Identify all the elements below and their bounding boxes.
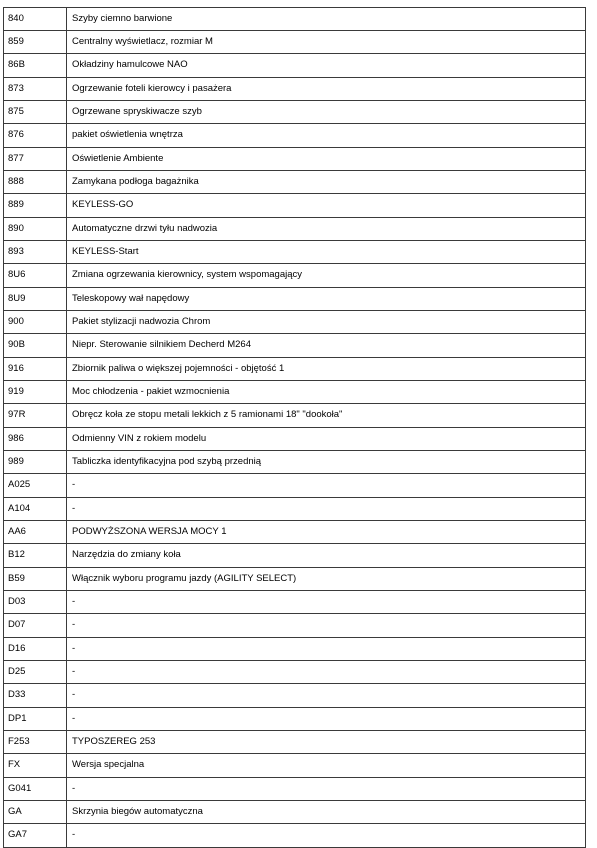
table-row <box>4 474 586 498</box>
table-row <box>4 264 586 288</box>
table-row <box>4 8 586 31</box>
table-row <box>4 148 586 171</box>
option-description-cell: pakiet oświetlenia wnętrza <box>67 124 586 147</box>
table-row <box>4 684 586 708</box>
option-code-cell: 877 <box>4 148 67 170</box>
table-row <box>4 31 586 54</box>
table-row <box>4 824 586 848</box>
table-body <box>4 8 586 848</box>
table-row <box>4 708 586 731</box>
option-code-cell: F253 <box>4 731 67 753</box>
table-row <box>4 241 586 264</box>
option-description-cell: - <box>67 638 586 660</box>
option-description-cell: Teleskopowy wał napędowy <box>67 288 586 310</box>
option-description-cell: Centralny wyświetlacz, rozmiar M <box>67 31 586 53</box>
table-row <box>4 171 586 194</box>
option-code-cell: 919 <box>4 381 67 403</box>
option-description-cell: Ogrzewane spryskiwacze szyb <box>67 101 586 123</box>
option-code-cell: 888 <box>4 171 67 193</box>
table-row <box>4 614 586 638</box>
option-code-cell: D16 <box>4 638 67 660</box>
option-code-cell: 859 <box>4 31 67 53</box>
option-description-cell: Zbiornik paliwa o większej pojemności - objętość 1 <box>67 358 586 380</box>
option-code-cell: 876 <box>4 124 67 147</box>
table-row <box>4 428 586 451</box>
option-code-cell: 893 <box>4 241 67 263</box>
option-code-cell: A025 <box>4 474 67 497</box>
option-description-cell: Pakiet stylizacji nadwozia Chrom <box>67 311 586 333</box>
option-description-cell: Szyby ciemno barwione <box>67 8 586 30</box>
options-table <box>3 7 586 848</box>
option-description-cell: Zmiana ogrzewania kierownicy, system wspomagający <box>67 264 586 287</box>
option-description-cell: Oświetlenie Ambiente <box>67 148 586 170</box>
option-code-cell: 875 <box>4 101 67 123</box>
table-row <box>4 358 586 381</box>
table-row <box>4 731 586 754</box>
table-row <box>4 334 586 358</box>
option-description-cell: Niepr. Sterowanie silnikiem Decherd M264 <box>67 334 586 357</box>
option-description-cell: Automatyczne drzwi tyłu nadwozia <box>67 218 586 240</box>
table-row <box>4 288 586 311</box>
table-row <box>4 311 586 334</box>
option-code-cell: 8U9 <box>4 288 67 310</box>
option-code-cell: B12 <box>4 544 67 567</box>
option-code-cell: D07 <box>4 614 67 637</box>
option-description-cell: - <box>67 708 586 730</box>
table-row <box>4 194 586 218</box>
table-row <box>4 101 586 124</box>
option-description-cell: - <box>67 498 586 520</box>
option-description-cell: KEYLESS-Start <box>67 241 586 263</box>
option-code-cell: 873 <box>4 78 67 100</box>
option-description-cell: - <box>67 661 586 683</box>
option-description-cell: Wersja specjalna <box>67 754 586 777</box>
option-description-cell: KEYLESS-GO <box>67 194 586 217</box>
option-code-cell: 86B <box>4 54 67 77</box>
option-code-cell: DP1 <box>4 708 67 730</box>
table-row <box>4 54 586 78</box>
option-code-cell: D25 <box>4 661 67 683</box>
option-code-cell: FX <box>4 754 67 777</box>
table-row <box>4 591 586 614</box>
table-row <box>4 754 586 778</box>
table-row <box>4 801 586 824</box>
option-description-cell: - <box>67 591 586 613</box>
table-row <box>4 498 586 521</box>
option-code-cell: AA6 <box>4 521 67 543</box>
option-code-cell: 90B <box>4 334 67 357</box>
option-description-cell: - <box>67 778 586 800</box>
table-row <box>4 638 586 661</box>
table-row <box>4 124 586 148</box>
option-description-cell: Zamykana podłoga bagażnika <box>67 171 586 193</box>
option-description-cell: Włącznik wyboru programu jazdy (AGILITY SELECT) <box>67 568 586 590</box>
option-code-cell: 989 <box>4 451 67 473</box>
option-description-cell: Moc chłodzenia - pakiet wzmocnienia <box>67 381 586 403</box>
option-description-cell: Obręcz koła ze stopu metali lekkich z 5 ramionami 18" "dookoła" <box>67 404 586 427</box>
option-code-cell: B59 <box>4 568 67 590</box>
option-code-cell: D33 <box>4 684 67 707</box>
option-description-cell: Tabliczka identyfikacyjna pod szybą przednią <box>67 451 586 473</box>
table-row <box>4 404 586 428</box>
table-row <box>4 661 586 684</box>
option-code-cell: 900 <box>4 311 67 333</box>
option-description-cell: Ogrzewanie foteli kierowcy i pasażera <box>67 78 586 100</box>
option-code-cell: 97R <box>4 404 67 427</box>
option-code-cell: G041 <box>4 778 67 800</box>
option-code-cell: 916 <box>4 358 67 380</box>
option-code-cell: 890 <box>4 218 67 240</box>
table-row <box>4 778 586 801</box>
option-code-cell: 8U6 <box>4 264 67 287</box>
option-description-cell: - <box>67 824 586 847</box>
table-row <box>4 544 586 568</box>
option-description-cell: Narzędzia do zmiany koła <box>67 544 586 567</box>
table-row <box>4 568 586 591</box>
option-description-cell: - <box>67 684 586 707</box>
option-description-cell: - <box>67 474 586 497</box>
option-code-cell: 889 <box>4 194 67 217</box>
option-description-cell: TYPOSZEREG 253 <box>67 731 586 753</box>
table-row <box>4 218 586 241</box>
option-description-cell: PODWYŻSZONA WERSJA MOCY 1 <box>67 521 586 543</box>
option-code-cell: 986 <box>4 428 67 450</box>
option-code-cell: GA <box>4 801 67 823</box>
option-description-cell: Odmienny VIN z rokiem modelu <box>67 428 586 450</box>
option-description-cell: Okładziny hamulcowe NAO <box>67 54 586 77</box>
option-description-cell: - <box>67 614 586 637</box>
option-description-cell: Skrzynia biegów automatyczna <box>67 801 586 823</box>
table-row <box>4 381 586 404</box>
option-code-cell: A104 <box>4 498 67 520</box>
table-row <box>4 521 586 544</box>
table-row <box>4 78 586 101</box>
option-code-cell: D03 <box>4 591 67 613</box>
option-code-cell: 840 <box>4 8 67 30</box>
option-code-cell: GA7 <box>4 824 67 847</box>
table-row <box>4 451 586 474</box>
